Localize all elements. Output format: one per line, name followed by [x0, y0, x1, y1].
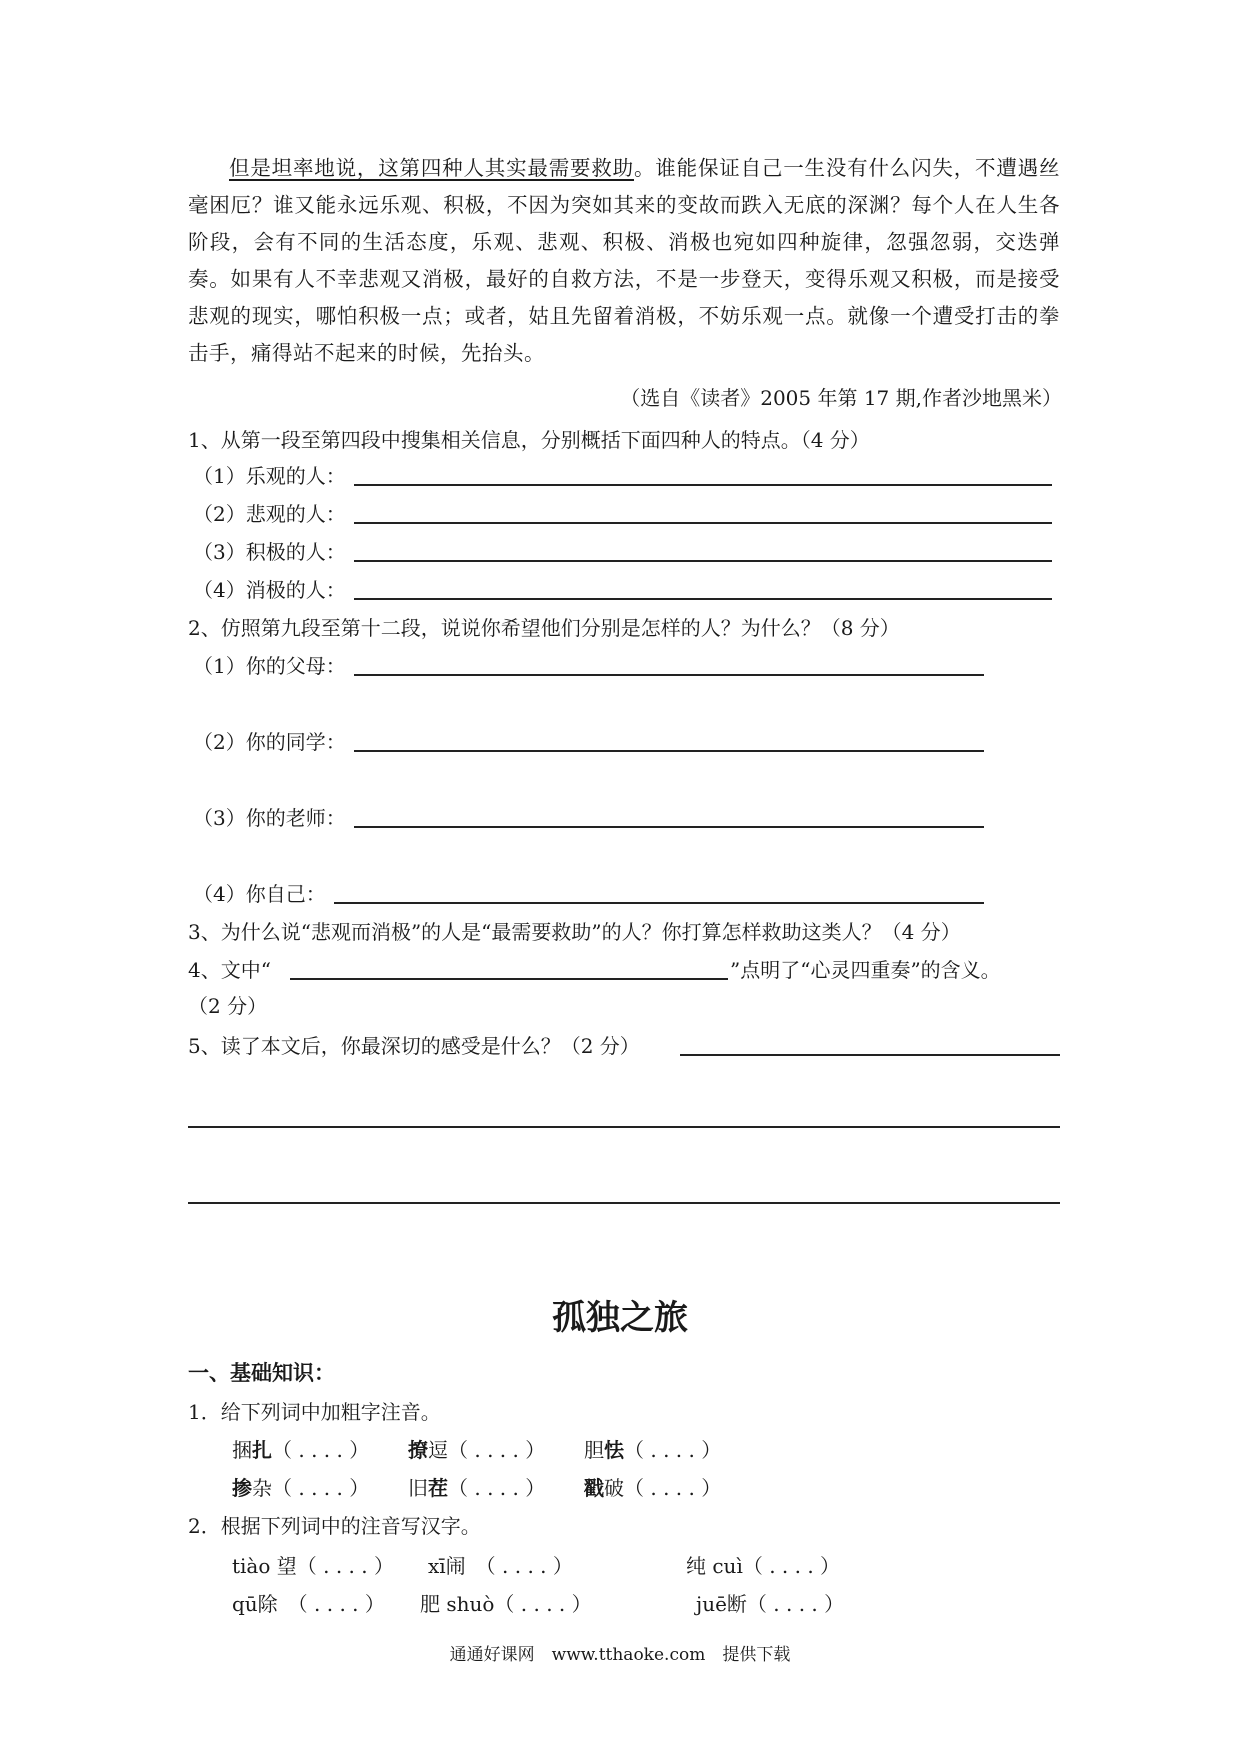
- question-3: 3、为什么说“悲观而消极”的人是“最需要救助”的人？你打算怎样救助这类人？（4 分）: [188, 920, 961, 944]
- q1-item-4: （4）消极的人：: [193, 578, 346, 602]
- word-item: 旧茬（ . . . . ）: [408, 1476, 546, 1500]
- answer-line[interactable]: [354, 674, 984, 676]
- answer-line[interactable]: [354, 750, 984, 752]
- lesson-title: 孤独之旅: [552, 1298, 688, 1338]
- pinyin-item: 肥 shuò（ . . . . ）: [420, 1592, 592, 1616]
- q2-item-1: （1）你的父母：: [193, 654, 346, 678]
- word-item: 戳破（ . . . . ）: [584, 1476, 722, 1500]
- answer-line[interactable]: [188, 1202, 1060, 1204]
- task-2: 2．根据下列词中的注音写汉字。: [188, 1514, 481, 1538]
- question-2: 2、仿照第九段至第十二段，说说你希望他们分别是怎样的人？为什么？（8 分）: [188, 616, 900, 640]
- passage-text: 。谁能保证自己一生没有什么闪失，不遭遇丝毫困厄？谁又能永远乐观、积极，不因为突如其来的变故而跌入无底的深渊？每个人在人生各阶段，会有不同的生活态度，乐观、悲观、积极、消极也宛如四种旋律，忽强忽弱，交迭弹奏。如果有人不幸悲观又消极，最好的自救方法，不是一步登天，变得乐观又积极，而是接受悲观的现实，哪怕积极一点；或者，姑且先留着消极，不妨乐观一点。就像一个遭受打击的拳击手，痛得站不起来的时候，先抬头。: [188, 156, 1060, 365]
- footer-text: 通通好课网 www.tthaoke.com 提供下载: [449, 1645, 791, 1665]
- answer-line[interactable]: [354, 522, 1052, 524]
- underlined-sentence: 但是坦率地说，这第四种人其实最需要救助: [229, 156, 634, 180]
- word-item: 捆扎（ . . . . ）: [232, 1438, 370, 1462]
- pinyin-item: xī闹 （ . . . . ）: [428, 1554, 573, 1578]
- reading-passage: [188, 150, 1060, 372]
- q1-item-3: （3）积极的人：: [193, 540, 346, 564]
- q1-item-2: （2）悲观的人：: [193, 502, 346, 526]
- question-4-score: （2 分）: [188, 994, 268, 1018]
- answer-line[interactable]: [354, 484, 1052, 486]
- pinyin-item: juē断（ . . . . ）: [696, 1592, 845, 1616]
- word-item: 撩逗（ . . . . ）: [408, 1438, 546, 1462]
- answer-line[interactable]: [680, 1054, 1060, 1056]
- word-item: 掺杂（ . . . . ）: [232, 1476, 370, 1500]
- q2-item-3: （3）你的老师：: [193, 806, 346, 830]
- question-1: 1、从第一段至第四段中搜集相关信息，分别概括下面四种人的特点。（4 分）: [188, 428, 870, 452]
- q2-item-2: （2）你的同学：: [193, 730, 346, 754]
- question-4-start: 4、文中“: [188, 958, 271, 982]
- answer-line[interactable]: [188, 1126, 1060, 1128]
- q2-item-4: （4）你自己：: [193, 882, 326, 906]
- answer-line[interactable]: [354, 560, 1052, 562]
- answer-line[interactable]: [334, 902, 984, 904]
- pinyin-item: qū除 （ . . . . ）: [232, 1592, 385, 1616]
- task-1: 1．给下列词中加粗字注音。: [188, 1400, 441, 1424]
- question-5: 5、读了本文后，你最深切的感受是什么？（2 分）: [188, 1034, 640, 1058]
- pinyin-item: tiào 望（ . . . . ）: [232, 1554, 394, 1578]
- answer-line[interactable]: [354, 826, 984, 828]
- pinyin-item: 纯 cuì（ . . . . ）: [686, 1554, 841, 1578]
- word-item: 胆怯（ . . . . ）: [584, 1438, 722, 1462]
- q1-item-1: （1）乐观的人：: [193, 464, 346, 488]
- question-4-end: ”点明了“心灵四重奏”的含义。: [730, 958, 1001, 982]
- answer-line[interactable]: [290, 978, 728, 980]
- section-heading: 一、基础知识：: [188, 1361, 335, 1385]
- answer-line[interactable]: [354, 598, 1052, 600]
- passage-source: （选自《读者》2005 年第 17 期,作者沙地黑米）: [620, 386, 1062, 410]
